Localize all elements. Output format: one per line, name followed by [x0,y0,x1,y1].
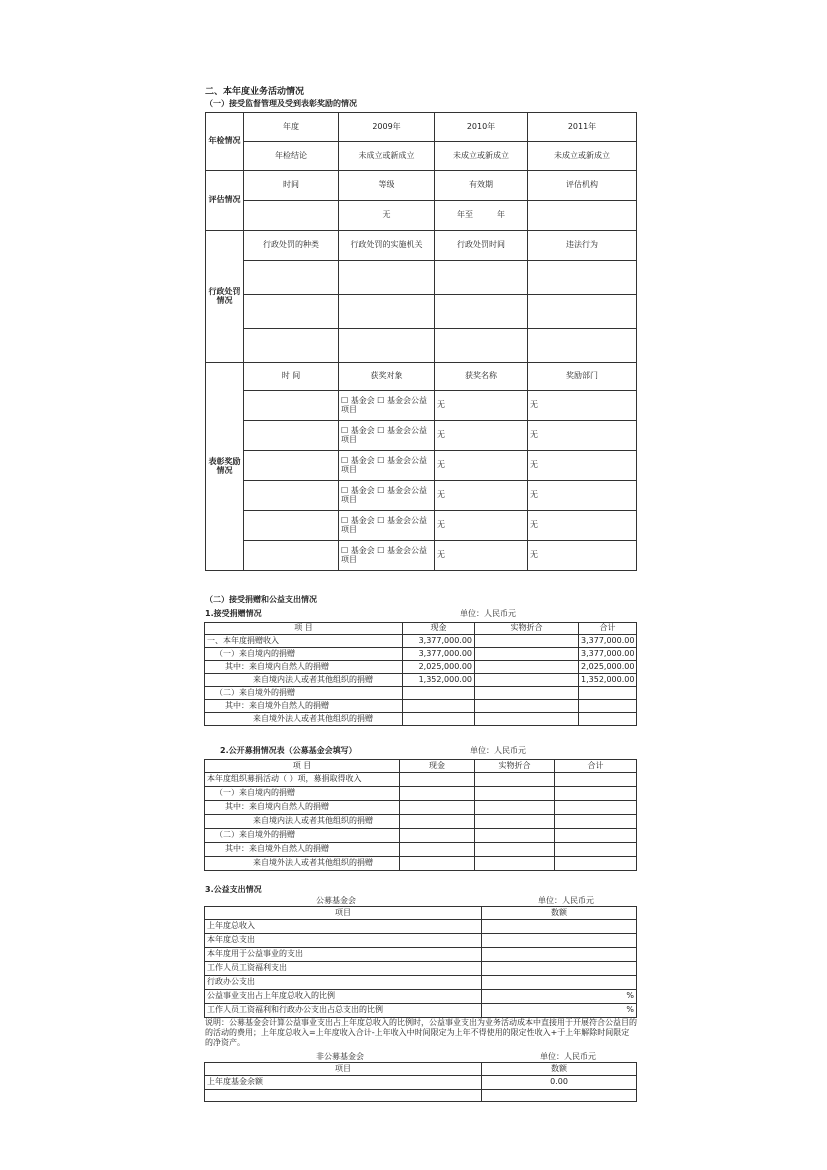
nonpublic-header-0: 项目 [205,1063,482,1076]
public-fund-total [555,815,637,829]
penalty-label: 行政处罚情况 [206,231,244,363]
public-fund-item: （一）来自境内的捐赠 [205,787,400,801]
expense-unit: 单位：人民币元 [538,896,594,905]
award-name: 无 [435,451,528,481]
nonpublic-header-1: 数额 [482,1063,637,1076]
public-fund-total [555,829,637,843]
donation-goods [475,661,579,674]
donation-item: 来自境内法人或者其他组织的捐赠 [205,674,403,687]
donation-goods [475,713,579,726]
expense-title: 3.公益支出情况 [205,885,262,894]
nonpublic-item: 上年度基金余额 [205,1076,482,1090]
donation-unit: 单位：人民币元 [460,609,516,618]
expense-value [482,920,637,934]
eval-header-0: 时间 [244,171,339,201]
award-object: ☐ 基金会 ☐ 基金会公益项目 [339,511,435,541]
public-fund-total [555,843,637,857]
award-label: 表彰奖励情况 [206,363,244,571]
award-object: ☐ 基金会 ☐ 基金会公益项目 [339,391,435,421]
section-title: 二、本年度业务活动情况 [205,87,305,97]
donation-cash: 3,377,000.00 [403,648,475,661]
expense-item: 行政办公支出 [205,976,482,990]
donation-total: 3,377,000.00 [579,648,637,661]
annual-header-1: 2009年 [339,113,435,142]
public-fund-item: （二）来自境外的捐赠 [205,829,400,843]
donation-cash: 3,377,000.00 [403,635,475,648]
public-fund-cash [400,857,475,871]
public-fund-unit: 单位：人民币元 [470,746,526,755]
public-fund-total [555,857,637,871]
expense-table [204,906,637,1018]
eval-row-1: 无 [339,201,435,231]
award-name: 无 [435,391,528,421]
donation-total: 3,377,000.00 [579,635,637,648]
nonpublic-table [204,1062,637,1102]
award-dept: 无 [528,391,637,421]
expense-value [482,962,637,976]
expense-header-1: 数额 [482,907,637,920]
donation-total [579,700,637,713]
public-fund-cash [400,773,475,787]
public-fund-cash [400,815,475,829]
donation-goods [475,687,579,700]
award-header-3: 奖励部门 [528,363,637,391]
award-header-1: 获奖对象 [339,363,435,391]
annual-row-3: 未成立或新成立 [528,142,637,171]
public-fund-goods [475,857,555,871]
public-fund-item: 来自境外法人或者其他组织的捐赠 [205,857,400,871]
award-dept: 无 [528,451,637,481]
expense-item: 上年度总收入 [205,920,482,934]
penalty-header-1: 行政处罚的实施机关 [339,231,435,261]
public-fund-cash [400,801,475,815]
public-fund-header-2: 实物折合 [475,760,555,773]
eval-row-3 [528,201,637,231]
expense-item: 工作人员工资福利支出 [205,962,482,976]
donation-goods [475,648,579,661]
donation-cash: 2,025,000.00 [403,661,475,674]
donation-goods [475,700,579,713]
donation-total [579,713,637,726]
annual-row-1: 未成立或新成立 [339,142,435,171]
annual-label: 年检情况 [206,113,244,171]
donation-item: （二）来自境外的捐赠 [205,687,403,700]
penalty-header-3: 违法行为 [528,231,637,261]
award-dept: 无 [528,541,637,571]
nonpublic-caption: 非公募基金会 [316,1052,364,1061]
sub2-title: （二）接受捐赠和公益支出情况 [205,595,317,604]
expense-value [482,948,637,962]
expense-item: 工作人员工资福利和行政办公支出占总支出的比例 [205,1004,482,1018]
penalty-header-2: 行政处罚时间 [435,231,528,261]
award-dept: 无 [528,421,637,451]
annual-header-3: 2011年 [528,113,637,142]
donation-item: 来自境外法人或者其他组织的捐赠 [205,713,403,726]
award-dept: 无 [528,481,637,511]
award-object: ☐ 基金会 ☐ 基金会公益项目 [339,421,435,451]
expense-item: 本年度总支出 [205,934,482,948]
nonpublic-unit: 单位：人民币元 [540,1052,596,1061]
public-fund-header-3: 合计 [555,760,637,773]
award-name: 无 [435,511,528,541]
public-fund-total [555,787,637,801]
public-fund-goods [475,843,555,857]
public-fund-header-0: 项 目 [205,760,400,773]
expense-value [482,976,637,990]
donation-cash: 1,352,000.00 [403,674,475,687]
eval-header-1: 等级 [339,171,435,201]
expense-item: 本年度用于公益事业的支出 [205,948,482,962]
donation-cash [403,700,475,713]
public-fund-cash [400,829,475,843]
donation-total [579,687,637,700]
award-header-2: 获奖名称 [435,363,528,391]
donation-cash [403,687,475,700]
penalty-header-0: 行政处罚的种类 [244,231,339,261]
expense-value: % [482,1004,637,1018]
public-fund-goods [475,801,555,815]
public-fund-total [555,801,637,815]
donation-goods [475,674,579,687]
eval-row-2: 年至 年 [435,201,528,231]
supervision-table [205,112,637,571]
public-fund-goods [475,815,555,829]
donation-cash [403,713,475,726]
expense-caption: 公募基金会 [316,896,356,905]
public-fund-goods [475,787,555,801]
donation-header-3: 合计 [579,623,637,635]
public-fund-cash [400,787,475,801]
donation-total: 2,025,000.00 [579,661,637,674]
donation-title: 1.接受捐赠情况 [205,609,262,618]
donation-item: 其中：来自境外自然人的捐赠 [205,700,403,713]
award-name: 无 [435,481,528,511]
public-fund-cash [400,843,475,857]
public-fund-item: 其中：来自境内自然人的捐赠 [205,801,400,815]
public-fund-header-1: 现金 [400,760,475,773]
public-fund-goods [475,829,555,843]
eval-label: 评估情况 [206,171,244,231]
annual-row-0: 年检结论 [244,142,339,171]
expense-value: % [482,990,637,1004]
expense-note: 说明：公募基金会计算公益事业支出占上年度总收入的比例时，公益事业支出为业务活动成本中直接用于开展符合公益目的的活动的费用；上年度总收入=上年度收入合计-上年收入中时间限定为上年不得使用的限定性收入+于上年解除时间限定的净资产。 [205,1018,637,1047]
annual-header-2: 2010年 [435,113,528,142]
donation-total: 1,352,000.00 [579,674,637,687]
donation-item: （一）来自境内的捐赠 [205,648,403,661]
award-dept: 无 [528,511,637,541]
award-name: 无 [435,541,528,571]
public-fund-total [555,773,637,787]
donation-header-2: 实物折合 [475,623,579,635]
public-fund-item: 来自境内法人或者其他组织的捐赠 [205,815,400,829]
expense-value [482,934,637,948]
public-fund-table [204,759,637,871]
eval-row-0 [244,201,339,231]
expense-item: 公益事业支出占上年度总收入的比例 [205,990,482,1004]
award-header-0: 时 间 [244,363,339,391]
award-name: 无 [435,421,528,451]
award-object: ☐ 基金会 ☐ 基金会公益项目 [339,451,435,481]
public-fund-item: 其中：来自境外自然人的捐赠 [205,843,400,857]
sub1-title: （一）接受监督管理及受到表彰奖励的情况 [205,99,357,108]
eval-header-3: 评估机构 [528,171,637,201]
eval-header-2: 有效期 [435,171,528,201]
donation-header-0: 项 目 [205,623,403,635]
award-object: ☐ 基金会 ☐ 基金会公益项目 [339,541,435,571]
donation-item: 一、本年度捐赠收入 [205,635,403,648]
public-fund-item: 本年度组织募捐活动（ ）项，募捐取得收入 [205,773,400,787]
expense-header-0: 项目 [205,907,482,920]
donation-header-1: 现金 [403,623,475,635]
donation-table [204,622,637,726]
award-object: ☐ 基金会 ☐ 基金会公益项目 [339,481,435,511]
annual-header-0: 年度 [244,113,339,142]
annual-row-2: 未成立或新成立 [435,142,528,171]
public-fund-goods [475,773,555,787]
donation-goods [475,635,579,648]
public-fund-title: 2.公开募捐情况表（公募基金会填写） [220,746,357,755]
nonpublic-value: 0.00 [482,1076,637,1090]
donation-item: 其中：来自境内自然人的捐赠 [205,661,403,674]
